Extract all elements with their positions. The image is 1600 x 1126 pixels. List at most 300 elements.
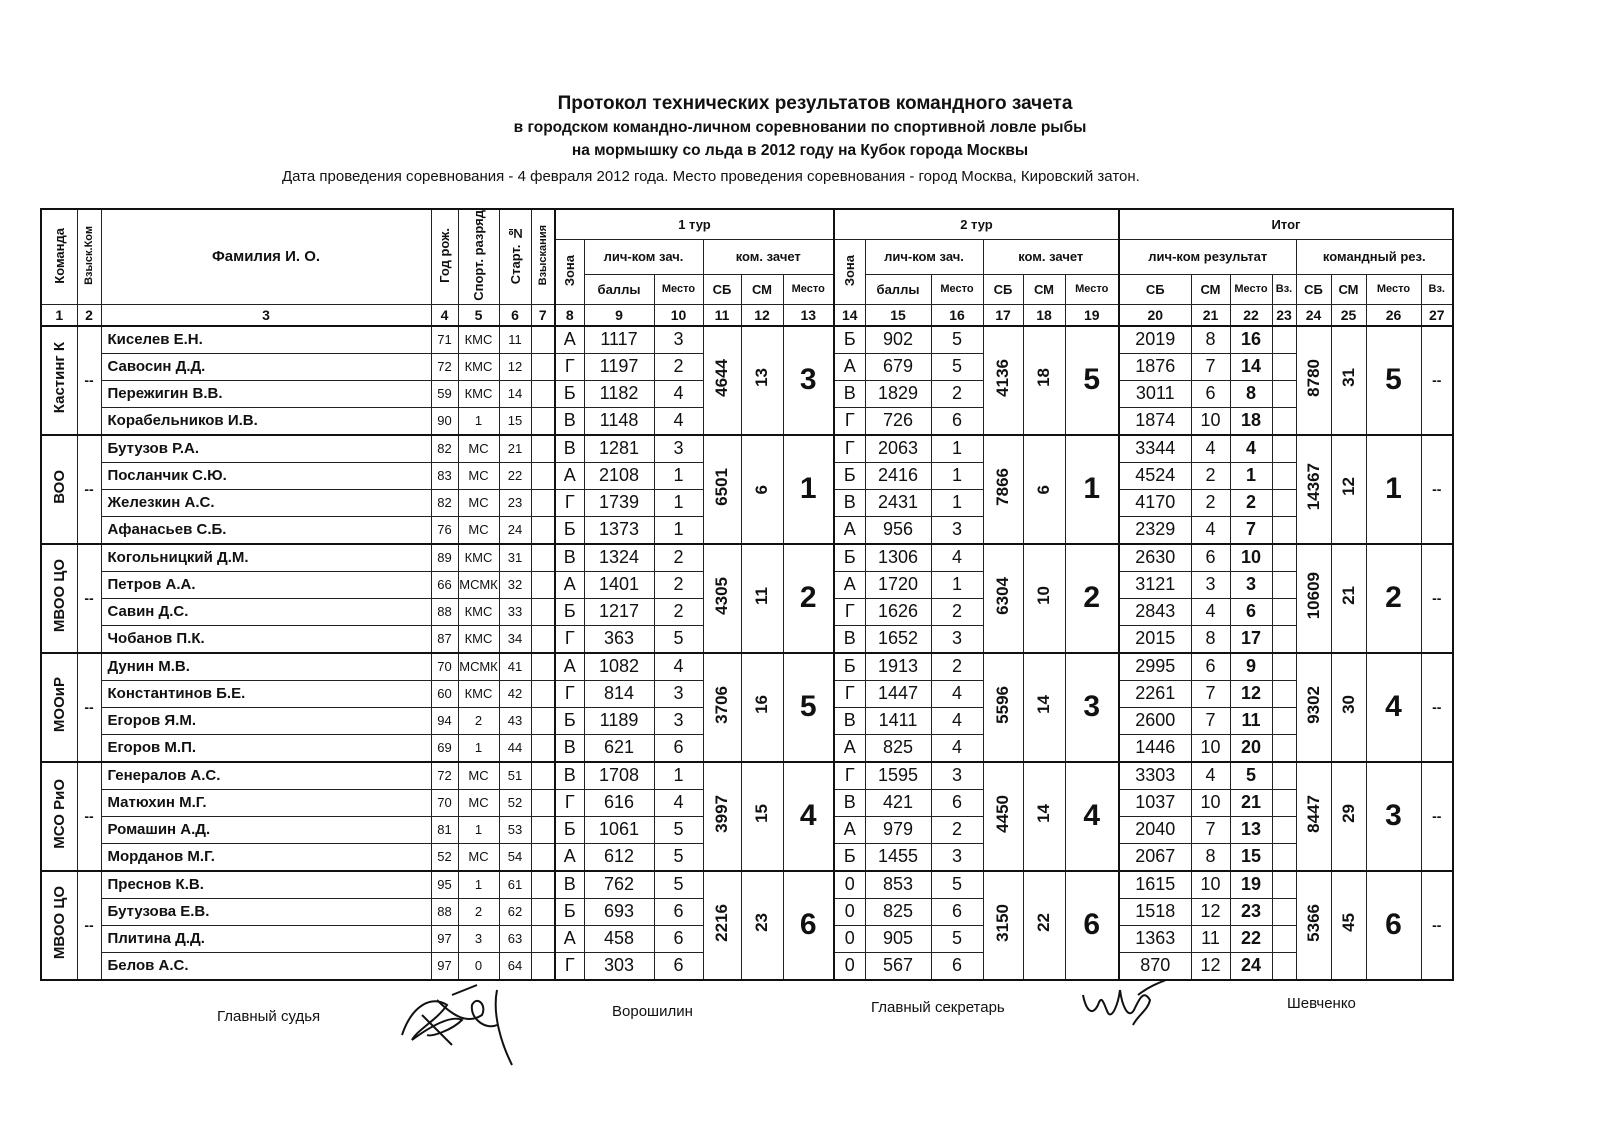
col-year-header: Год рож.: [431, 209, 458, 304]
sport-rank: КМС: [458, 353, 499, 380]
t2-place: 1: [931, 435, 983, 463]
team-total-sb: 8447: [1296, 762, 1331, 871]
total-place: 6: [1230, 598, 1272, 625]
t1-zone: А: [555, 326, 584, 354]
total-sb: 3344: [1119, 435, 1191, 463]
athlete-name: Чобанов П.К.: [101, 625, 431, 653]
total-vz: [1272, 680, 1296, 707]
sport-rank: КМС: [458, 625, 499, 653]
total-place: 2: [1230, 489, 1272, 516]
t1-team-place: 2: [783, 544, 834, 653]
t2-points: 1595: [865, 762, 931, 790]
start-number: 64: [499, 952, 531, 980]
t2-team-sb: 3150: [983, 871, 1023, 980]
t2-points: 1626: [865, 598, 931, 625]
table-row: [41, 762, 1453, 790]
t1-zone: Г: [555, 353, 584, 380]
athlete-name: Савин Д.С.: [101, 598, 431, 625]
sport-rank: 1: [458, 407, 499, 435]
table-row: [41, 435, 1453, 463]
t1-points: 1117: [584, 326, 654, 354]
sport-rank: МС: [458, 516, 499, 544]
column-number: 20: [1119, 304, 1191, 326]
total-sb: 1446: [1119, 734, 1191, 762]
start-number: 41: [499, 653, 531, 681]
total-sm-header: СМ: [1191, 274, 1230, 304]
total-place: 14: [1230, 353, 1272, 380]
t1-place: 5: [654, 625, 703, 653]
secretary-label: Главный секретарь: [871, 999, 1005, 1016]
birth-year: 82: [431, 435, 458, 463]
athlete-name: Корабельников И.В.: [101, 407, 431, 435]
column-number: 27: [1421, 304, 1453, 326]
total-header: Итог: [1119, 209, 1453, 239]
t1-points: 612: [584, 843, 654, 871]
t2-team-sm: 14: [1023, 762, 1065, 871]
table-row: [41, 326, 1453, 354]
penalty-cell: [531, 598, 555, 625]
t2-sm-header: СМ: [1023, 274, 1065, 304]
t1-team-sm: 6: [741, 435, 783, 544]
t2-place: 4: [931, 734, 983, 762]
birth-year: 88: [431, 598, 458, 625]
t2-team-place: 4: [1065, 762, 1119, 871]
team-total-sb: 5366: [1296, 871, 1331, 980]
total-sb: 4524: [1119, 462, 1191, 489]
athlete-name: Плитина Д.Д.: [101, 925, 431, 952]
penalty-cell: [531, 789, 555, 816]
team-total-sb: 9302: [1296, 653, 1331, 762]
penalty-cell: [531, 353, 555, 380]
total-sm: 7: [1191, 680, 1230, 707]
sport-rank: КМС: [458, 326, 499, 354]
total-vz: [1272, 625, 1296, 653]
team-total-vz: --: [1421, 326, 1453, 435]
total-sm: 10: [1191, 734, 1230, 762]
total-vz: [1272, 407, 1296, 435]
total-vz: [1272, 925, 1296, 952]
athlete-name: Ромашин А.Д.: [101, 816, 431, 843]
t2-team-sb: 7866: [983, 435, 1023, 544]
total-vz: [1272, 707, 1296, 734]
t1-points: 616: [584, 789, 654, 816]
column-number: 7: [531, 304, 555, 326]
penalty-cell: [531, 407, 555, 435]
t1-points: 1061: [584, 816, 654, 843]
athlete-name: Когольницкий Д.М.: [101, 544, 431, 572]
team-name: МВОО ЦО: [41, 871, 77, 980]
t2-place: 6: [931, 789, 983, 816]
column-number: 6: [499, 304, 531, 326]
birth-year: 97: [431, 952, 458, 980]
team-penalty: --: [77, 326, 101, 435]
birth-year: 72: [431, 353, 458, 380]
total-place: 9: [1230, 653, 1272, 681]
total-sb: 3121: [1119, 571, 1191, 598]
total-vz: [1272, 816, 1296, 843]
team-total-sm: 21: [1331, 544, 1366, 653]
column-number: 9: [584, 304, 654, 326]
t2-place: 5: [931, 326, 983, 354]
penalty-cell: [531, 707, 555, 734]
total-vz: [1272, 353, 1296, 380]
penalty-cell: [531, 898, 555, 925]
t1-team-sb: 4305: [703, 544, 741, 653]
t1-place: 2: [654, 571, 703, 598]
results-table: [40, 208, 1454, 981]
column-number: 12: [741, 304, 783, 326]
birth-year: 88: [431, 898, 458, 925]
column-number: 4: [431, 304, 458, 326]
t2-points: 1720: [865, 571, 931, 598]
total-sb: 1518: [1119, 898, 1191, 925]
team-name: МВОО ЦО: [41, 544, 77, 653]
column-number: 21: [1191, 304, 1230, 326]
t1-points-header: баллы: [584, 274, 654, 304]
birth-year: 69: [431, 734, 458, 762]
t1-points: 1324: [584, 544, 654, 572]
total-sb: 2995: [1119, 653, 1191, 681]
t2-place: 6: [931, 407, 983, 435]
total-vz: [1272, 544, 1296, 572]
total-sm: 10: [1191, 871, 1230, 899]
team-total-place: 1: [1366, 435, 1421, 544]
t1-points: 1373: [584, 516, 654, 544]
birth-year: 52: [431, 843, 458, 871]
total-sb: 2329: [1119, 516, 1191, 544]
team-sb-header: СБ: [1296, 274, 1331, 304]
t2-points: 679: [865, 353, 931, 380]
t2-zone: А: [834, 516, 865, 544]
t1-place-header: Место: [654, 274, 703, 304]
birth-year: 95: [431, 871, 458, 899]
athlete-name: Киселев Е.Н.: [101, 326, 431, 354]
total-place-header: Место: [1230, 274, 1272, 304]
total-place: 21: [1230, 789, 1272, 816]
total-sm: 4: [1191, 516, 1230, 544]
start-number: 32: [499, 571, 531, 598]
t2-place: 4: [931, 544, 983, 572]
total-sm: 6: [1191, 544, 1230, 572]
t2-zone: А: [834, 816, 865, 843]
total-sb: 1615: [1119, 871, 1191, 899]
total-place: 8: [1230, 380, 1272, 407]
t1-zone: В: [555, 734, 584, 762]
tour1-header: 1 тур: [555, 209, 834, 239]
total-place: 19: [1230, 871, 1272, 899]
birth-year: 59: [431, 380, 458, 407]
total-vz: [1272, 653, 1296, 681]
t2-place: 3: [931, 625, 983, 653]
penalty-cell: [531, 762, 555, 790]
team-total-sm: 45: [1331, 871, 1366, 980]
t1-place: 6: [654, 952, 703, 980]
col-team-header: Команда: [41, 209, 77, 304]
t2-points: 905: [865, 925, 931, 952]
column-number: 8: [555, 304, 584, 326]
t1-points: 363: [584, 625, 654, 653]
t1-place: 3: [654, 707, 703, 734]
team-total-sb: 14367: [1296, 435, 1331, 544]
t1-place: 3: [654, 326, 703, 354]
t2-zone: А: [834, 571, 865, 598]
column-number: 2: [77, 304, 101, 326]
t2-team-sm: 18: [1023, 326, 1065, 435]
total-sb: 2019: [1119, 326, 1191, 354]
col-name-header: Фамилия И. О.: [101, 209, 431, 304]
t1-points: 1217: [584, 598, 654, 625]
sport-rank: КМС: [458, 680, 499, 707]
total-sm: 12: [1191, 898, 1230, 925]
team-total-vz: --: [1421, 871, 1453, 980]
penalty-cell: [531, 462, 555, 489]
total-sb-header: СБ: [1119, 274, 1191, 304]
total-vz: [1272, 598, 1296, 625]
t2-team-place: 2: [1065, 544, 1119, 653]
t1-team-place-header: Место: [783, 274, 834, 304]
total-sm: 10: [1191, 407, 1230, 435]
team-total-vz: --: [1421, 544, 1453, 653]
total-sm: 12: [1191, 952, 1230, 980]
t1-place: 3: [654, 680, 703, 707]
team-vz-header: Вз.: [1421, 274, 1453, 304]
athlete-name: Пережигин В.В.: [101, 380, 431, 407]
start-number: 61: [499, 871, 531, 899]
t1-team-place: 4: [783, 762, 834, 871]
results-body: [41, 326, 1453, 980]
t1-zone: А: [555, 462, 584, 489]
t2-sb-header: СБ: [983, 274, 1023, 304]
start-number: 63: [499, 925, 531, 952]
t1-place: 6: [654, 734, 703, 762]
sport-rank: МС: [458, 435, 499, 463]
judge-name: Ворошилин: [612, 1003, 693, 1020]
team-penalty: --: [77, 653, 101, 762]
column-number: 5: [458, 304, 499, 326]
t2-team-sm: 14: [1023, 653, 1065, 762]
t2-place: 1: [931, 489, 983, 516]
t1-place: 1: [654, 762, 703, 790]
athlete-name: Петров А.А.: [101, 571, 431, 598]
birth-year: 71: [431, 326, 458, 354]
penalty-cell: [531, 380, 555, 407]
t2-zone: В: [834, 380, 865, 407]
t2-points: 567: [865, 952, 931, 980]
start-number: 23: [499, 489, 531, 516]
team-name: Кастинг К: [41, 326, 77, 435]
total-sb: 1037: [1119, 789, 1191, 816]
t1-zone: В: [555, 871, 584, 899]
t2-team-sb: 6304: [983, 544, 1023, 653]
t1-team-place: 3: [783, 326, 834, 435]
team-total-sm: 12: [1331, 435, 1366, 544]
penalty-cell: [531, 680, 555, 707]
column-number: 25: [1331, 304, 1366, 326]
start-number: 11: [499, 326, 531, 354]
t1-points: 1197: [584, 353, 654, 380]
athlete-name: Преснов К.В.: [101, 871, 431, 899]
t1-team-place: 1: [783, 435, 834, 544]
total-sm: 7: [1191, 707, 1230, 734]
penalty-cell: [531, 653, 555, 681]
team-total-place: 4: [1366, 653, 1421, 762]
athlete-name: Афанасьев С.Б.: [101, 516, 431, 544]
team-total-vz: --: [1421, 762, 1453, 871]
total-personal-header: лич-ком результат: [1119, 239, 1296, 274]
total-place: 22: [1230, 925, 1272, 952]
total-place: 11: [1230, 707, 1272, 734]
sport-rank: 3: [458, 925, 499, 952]
total-sm: 2: [1191, 462, 1230, 489]
total-sb: 2015: [1119, 625, 1191, 653]
penalty-cell: [531, 544, 555, 572]
penalty-cell: [531, 625, 555, 653]
team-total-place: 5: [1366, 326, 1421, 435]
start-number: 62: [499, 898, 531, 925]
t2-zone: Г: [834, 435, 865, 463]
sport-rank: 1: [458, 871, 499, 899]
birth-year: 72: [431, 762, 458, 790]
penalty-cell: [531, 435, 555, 463]
start-number: 53: [499, 816, 531, 843]
total-place: 7: [1230, 516, 1272, 544]
t1-points: 1739: [584, 489, 654, 516]
t1-team-sb: 3706: [703, 653, 741, 762]
total-sb: 2067: [1119, 843, 1191, 871]
athlete-name: Бутузова Е.В.: [101, 898, 431, 925]
t2-zone: Г: [834, 407, 865, 435]
t2-zone: В: [834, 789, 865, 816]
start-number: 34: [499, 625, 531, 653]
t1-points: 458: [584, 925, 654, 952]
start-number: 12: [499, 353, 531, 380]
team-total-sm: 30: [1331, 653, 1366, 762]
t2-zone: Г: [834, 762, 865, 790]
total-place: 17: [1230, 625, 1272, 653]
t1-team-sb: 3997: [703, 762, 741, 871]
t1-place: 6: [654, 925, 703, 952]
t1-zone: Г: [555, 680, 584, 707]
t2-zone: В: [834, 489, 865, 516]
team-name: ВОО: [41, 435, 77, 544]
team-place-header: Место: [1366, 274, 1421, 304]
penalty-cell: [531, 952, 555, 980]
sport-rank: МС: [458, 489, 499, 516]
column-number: 15: [865, 304, 931, 326]
t2-place: 5: [931, 871, 983, 899]
t2-place: 2: [931, 653, 983, 681]
sport-rank: 1: [458, 734, 499, 762]
team-penalty: --: [77, 762, 101, 871]
team-total-place: 6: [1366, 871, 1421, 980]
total-sm: 8: [1191, 625, 1230, 653]
athlete-name: Бутузов Р.А.: [101, 435, 431, 463]
total-vz: [1272, 489, 1296, 516]
penalty-cell: [531, 516, 555, 544]
t1-zone: А: [555, 925, 584, 952]
t2-points: 1913: [865, 653, 931, 681]
penalty-cell: [531, 489, 555, 516]
t1-place: 4: [654, 653, 703, 681]
total-sb: 2040: [1119, 816, 1191, 843]
t1-zone: А: [555, 571, 584, 598]
t1-points: 2108: [584, 462, 654, 489]
total-sm: 8: [1191, 326, 1230, 354]
total-vz: [1272, 871, 1296, 899]
t2-zone: 0: [834, 952, 865, 980]
column-number: 26: [1366, 304, 1421, 326]
team-total-sb: 10609: [1296, 544, 1331, 653]
secretary-signature: [1078, 975, 1168, 1030]
t1-zone: Г: [555, 625, 584, 653]
birth-year: 81: [431, 816, 458, 843]
team-total-vz: --: [1421, 653, 1453, 762]
t2-team-place: 5: [1065, 326, 1119, 435]
t1-zone: Б: [555, 816, 584, 843]
t1-place: 5: [654, 843, 703, 871]
total-place: 3: [1230, 571, 1272, 598]
penalty-cell: [531, 326, 555, 354]
t1-place: 1: [654, 516, 703, 544]
t2-place: 3: [931, 516, 983, 544]
tour2-header: 2 тур: [834, 209, 1119, 239]
total-sm: 10: [1191, 789, 1230, 816]
t1-place: 4: [654, 789, 703, 816]
total-sm: 4: [1191, 435, 1230, 463]
total-sb: 4170: [1119, 489, 1191, 516]
t2-zone-header: Зона: [834, 239, 865, 304]
sport-rank: КМС: [458, 380, 499, 407]
sport-rank: МСМК: [458, 571, 499, 598]
t2-zone: Г: [834, 680, 865, 707]
t1-points: 1708: [584, 762, 654, 790]
total-vz: [1272, 762, 1296, 790]
team-name: МСО РиО: [41, 762, 77, 871]
t2-place: 5: [931, 925, 983, 952]
column-number: 13: [783, 304, 834, 326]
t2-points: 1306: [865, 544, 931, 572]
column-number: 18: [1023, 304, 1065, 326]
t1-personal-header: лич-ком зач.: [584, 239, 703, 274]
t1-points: 762: [584, 871, 654, 899]
t2-zone: Б: [834, 544, 865, 572]
t1-zone: А: [555, 843, 584, 871]
athlete-name: Константинов Б.Е.: [101, 680, 431, 707]
t2-points: 1455: [865, 843, 931, 871]
sport-rank: МС: [458, 843, 499, 871]
t1-team-sm: 15: [741, 762, 783, 871]
t2-place: 1: [931, 462, 983, 489]
t1-zone-header: Зона: [555, 239, 584, 304]
t1-points: 621: [584, 734, 654, 762]
t1-sm-header: СМ: [741, 274, 783, 304]
t1-points: 1182: [584, 380, 654, 407]
t2-points: 1447: [865, 680, 931, 707]
t1-zone: Б: [555, 707, 584, 734]
sport-rank: МС: [458, 789, 499, 816]
total-sm: 7: [1191, 816, 1230, 843]
document-subtitle-2: на мормышку со льда в 2012 году на Кубок города Москвы: [571, 142, 1029, 159]
t2-place: 3: [931, 762, 983, 790]
total-sm: 6: [1191, 380, 1230, 407]
team-name: МООиР: [41, 653, 77, 762]
total-vz: [1272, 516, 1296, 544]
t1-place: 2: [654, 544, 703, 572]
athlete-name: Железкин А.С.: [101, 489, 431, 516]
team-total-sm: 31: [1331, 326, 1366, 435]
t1-points: 1148: [584, 407, 654, 435]
t1-zone: Б: [555, 898, 584, 925]
